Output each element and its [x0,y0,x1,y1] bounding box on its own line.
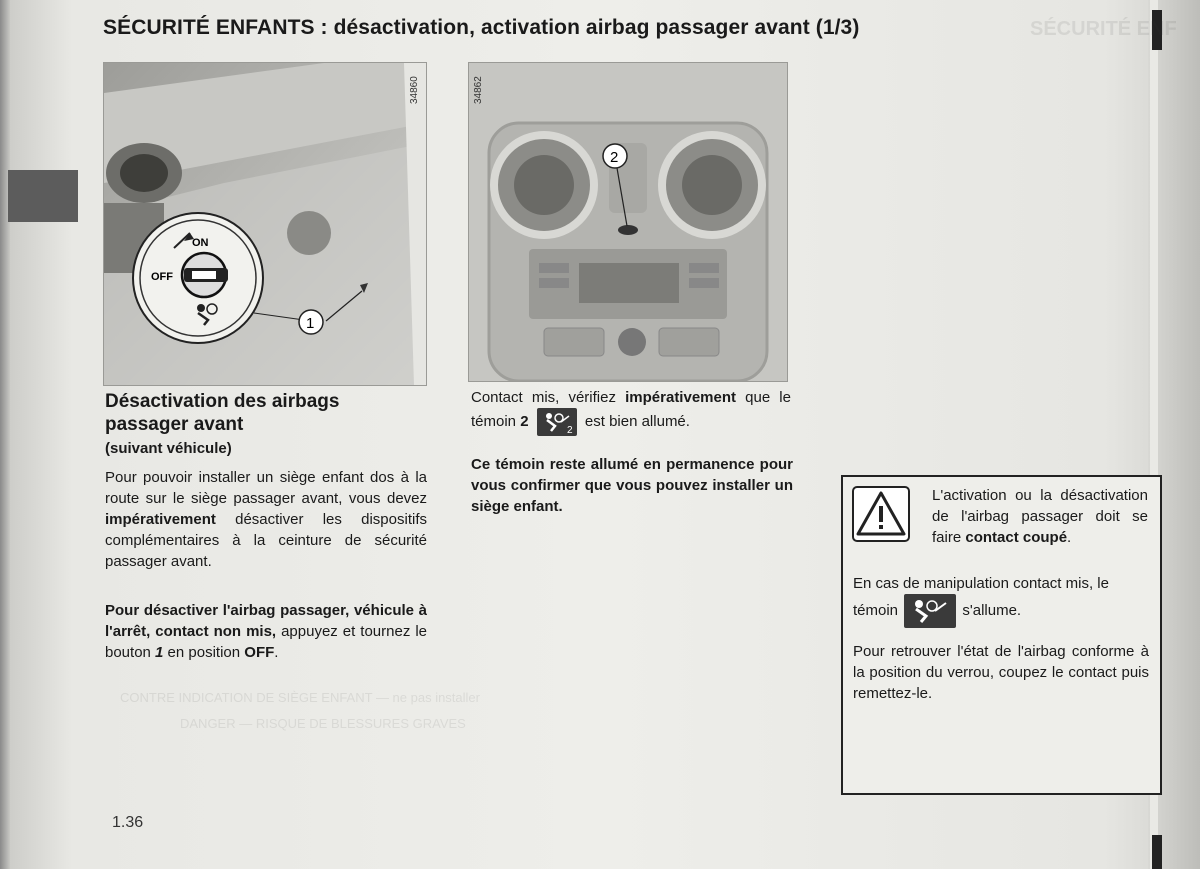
paragraph-check-indicator: Contact mis, vérifiez impérativement que le témoin 2 2 est bien allumé. [471,389,791,436]
warning-text-reset: Pour retrouver l'état de l'airbag conforme à la position du verrou, coupez le contact puis remettez-le. [853,643,1149,702]
paragraph-deactivate-instructions: Pour désactiver l'airbag passager, véhicule à l'arrêt, contact non mis, appuyez et tournez le bouton 1 en position OFF. [105,602,427,661]
knob-on-label: ON [192,237,209,249]
manual-page: SÉCURITÉ ENF CONTRE INDICATION DE SIÈGE ENFANT — ne pas installer DANGER — RISQUE DE BLESSURES GRAVES SÉCURITÉ ENFANTS : désactivation, activation airbag passager avant (1/3) ON OFF 1 34860 2 34862 Désactivation des airbags passager avant (suivant véhicule) Pour pouvoir installer un siège enfant dos à la route sur le siège passager avant, vous devez impérativement désactiver les dispositifs complémentaires à la ceinture de sécurité passager avant. Pour désactiver l'airbag passager, véhicule à l'arrêt, contact non mis, appuyez et tournez le bouton 1 en position OFF. Contact mis, vérifiez impérativement que le témoin 2 2 est bien allumé. Ce témoin reste allumé en permanence pour vous confirmer que vous pouvez installer un siège enfant. L'activation ou la désactivation de l'airbag passager doit se faire contact coupé. En cas de manipulation contact mis, le témoin s'allume. Pour retrouver l'état de l'airbag conforme à la position du verrou, coupez le contact puis remettez-le. 1.36 [0,0,1200,869]
warning-text-manipulation: En cas de manipulation contact mis, le témoin s'allume. [853,573,1149,628]
section-subheading: (suivant véhicule) [105,440,232,457]
center-console-illustration [469,63,787,381]
page-title: SÉCURITÉ ENFANTS : désactivation, activation airbag passager avant (1/3) [103,16,860,39]
callout-1: 1 [306,315,315,332]
page-binding-shadow [0,0,10,869]
figure-1-code: 34860 [409,76,420,104]
paragraph-indicator-confirmation: Ce témoin reste allumé en permanence pour vous confirmer que vous pouvez installer un siège enfant. [471,456,793,515]
section-tab-marker [8,170,78,222]
warning-triangle-icon [852,486,910,542]
svg-text:2: 2 [566,425,573,436]
section-heading: Désactivation des airbags passager avant [105,391,340,435]
figure-2-code: 34862 [473,76,484,104]
figure-center-console [468,62,788,382]
paragraph-install-instructions: Pour pouvoir installer un siège enfant dos à la route sur le siège passager avant, vous devez impérativement désactiver les dispositifs complémentaires à la ceinture de sécurité passager avant. [105,469,427,570]
figure-airbag-switch [103,62,427,386]
airbag-off-icon [537,408,577,436]
knob-off-label: OFF [151,271,173,283]
dashboard-switch-illustration [104,63,426,385]
page-number: 1.36 [112,814,144,831]
warning-box [841,475,1162,795]
airbag-off-icon [904,594,956,628]
callout-2: 2 [610,149,619,166]
warning-text-activation: L'activation ou la désactivation de l'airbag passager doit se faire contact coupé. [932,487,1148,546]
